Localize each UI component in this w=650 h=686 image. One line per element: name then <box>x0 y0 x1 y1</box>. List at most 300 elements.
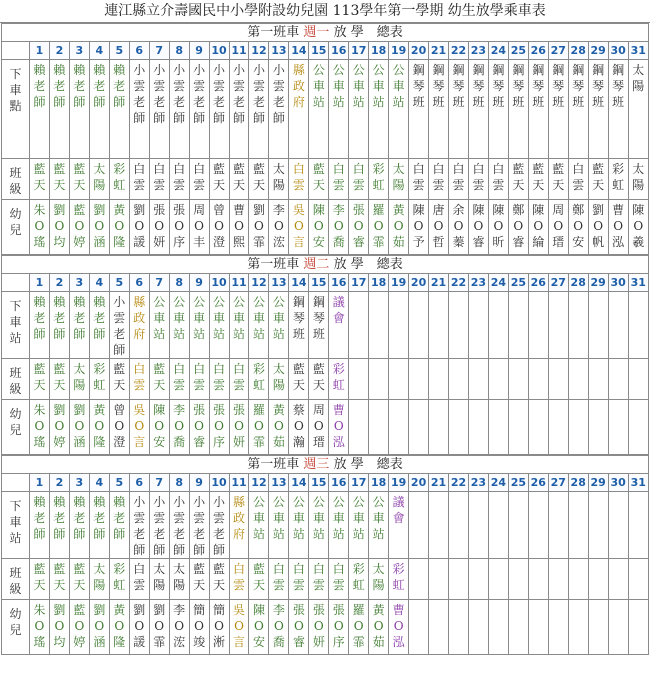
schedule-cell <box>588 200 608 255</box>
schedule-cell <box>588 159 608 200</box>
schedule-cell <box>389 200 409 255</box>
schedule-cell <box>409 159 429 200</box>
child-name: 曹O泓 <box>392 603 405 649</box>
schedule-cell <box>349 200 369 255</box>
schedule-table <box>1 255 649 455</box>
schedule-cell <box>269 600 289 655</box>
class-name: 藍天 <box>252 162 265 192</box>
class-name: 彩虹 <box>352 562 365 592</box>
schedule-cell <box>229 559 249 600</box>
drop-off-point: 小雲老師 <box>233 63 246 125</box>
section-header <box>2 256 649 274</box>
seat-number: 27 <box>548 474 568 492</box>
schedule-cell <box>189 159 209 200</box>
schedule-cell <box>468 200 488 255</box>
schedule-cell <box>249 60 269 159</box>
schedule-cell <box>409 292 429 359</box>
child-name: 吳O言 <box>133 403 146 449</box>
class-name: 彩虹 <box>612 162 625 192</box>
child-name: 周O丰 <box>193 203 206 249</box>
seat-number: 25 <box>508 42 528 60</box>
child-name: 李O浤 <box>173 603 186 649</box>
class-name: 太陽 <box>173 562 186 592</box>
seat-number: 2 <box>49 474 69 492</box>
child-name: 張O睿 <box>352 203 365 249</box>
seat-number: 4 <box>89 474 109 492</box>
class-name: 藍天 <box>53 562 66 592</box>
class-name: 藍天 <box>53 362 66 392</box>
schedule-cell <box>49 200 69 255</box>
schedule-cell <box>608 559 628 600</box>
schedule-cell <box>449 492 469 559</box>
schedule-cell <box>189 600 209 655</box>
child-name: 鄭O安 <box>572 203 585 249</box>
seat-number: 1 <box>30 42 50 60</box>
schedule-cell <box>389 292 409 359</box>
seat-number: 8 <box>169 42 189 60</box>
child-name: 簡O淅 <box>213 603 226 649</box>
class-name: 彩虹 <box>392 562 405 592</box>
schedule-cell <box>189 492 209 559</box>
seat-number: 9 <box>189 274 209 292</box>
seat-number: 14 <box>289 474 309 492</box>
child-name: 羅O霏 <box>352 603 365 649</box>
schedule-cell <box>409 400 429 455</box>
row-label-kid: 幼兒 <box>2 200 30 255</box>
section-day-label: 週一 <box>303 25 330 40</box>
schedule-cell <box>389 559 409 600</box>
schedule-cell <box>508 400 528 455</box>
schedule-cell <box>309 559 329 600</box>
schedule-cell <box>568 200 588 255</box>
schedule-cell <box>169 559 189 600</box>
drop-off-point: 鋼琴班 <box>432 63 445 109</box>
seat-number: 1 <box>30 474 50 492</box>
schedule-cell <box>369 200 389 255</box>
schedule-cell <box>309 60 329 159</box>
schedule-cell <box>568 559 588 600</box>
child-name: 藍O婷 <box>73 603 86 649</box>
schedule-cell <box>109 400 129 455</box>
seat-number: 3 <box>69 474 89 492</box>
seat-number: 30 <box>608 474 628 492</box>
schedule-cell <box>409 200 429 255</box>
class-name: 白雲 <box>173 162 186 192</box>
schedule-cell <box>69 559 89 600</box>
schedule-cell <box>628 60 648 159</box>
seat-number: 13 <box>269 274 289 292</box>
class-name: 藍天 <box>53 162 66 192</box>
seat-number: 25 <box>508 474 528 492</box>
drop-off-point: 賴老師 <box>93 295 106 341</box>
schedule-cell <box>389 159 409 200</box>
schedule-cell <box>169 200 189 255</box>
seat-number: 25 <box>508 274 528 292</box>
seat-number: 20 <box>409 274 429 292</box>
child-name: 陳O綸 <box>532 203 545 249</box>
schedule-cell <box>349 60 369 159</box>
schedule-cell <box>49 359 69 400</box>
schedule-cell <box>329 600 349 655</box>
seat-number: 11 <box>229 474 249 492</box>
schedule-cell <box>209 400 229 455</box>
drop-off-point: 賴老師 <box>53 63 66 109</box>
class-name: 太陽 <box>372 562 385 592</box>
drop-off-point: 公車站 <box>312 495 325 541</box>
schedule-cell <box>269 359 289 400</box>
schedule-cell <box>449 159 469 200</box>
child-name: 劉O涵 <box>93 603 106 649</box>
schedule-cell <box>30 359 50 400</box>
seat-number: 19 <box>389 274 409 292</box>
seat-number: 8 <box>169 274 189 292</box>
schedule-cell <box>548 400 568 455</box>
schedule-cell <box>269 492 289 559</box>
schedule-cell <box>468 60 488 159</box>
seat-number: 24 <box>488 42 508 60</box>
class-name: 藍天 <box>193 562 206 592</box>
schedule-cell <box>409 559 429 600</box>
child-name: 張O妍 <box>233 403 246 449</box>
schedule-cell <box>608 400 628 455</box>
schedule-cell <box>249 400 269 455</box>
schedule-cell <box>30 200 50 255</box>
schedule-cell <box>588 600 608 655</box>
schedule-cell <box>149 559 169 600</box>
schedule-cell <box>109 159 129 200</box>
class-name: 白雲 <box>472 162 485 192</box>
schedule-cell <box>548 60 568 159</box>
drop-off-point: 公車站 <box>312 63 325 109</box>
seat-number: 12 <box>249 274 269 292</box>
schedule-cell <box>488 559 508 600</box>
seat-number: 29 <box>588 274 608 292</box>
seat-number: 6 <box>129 274 149 292</box>
class-name: 藍天 <box>33 362 46 392</box>
seat-number: 15 <box>309 42 329 60</box>
class-name: 太陽 <box>272 162 285 192</box>
class-name: 藍天 <box>233 162 246 192</box>
schedule-cell <box>109 60 129 159</box>
schedule-cell <box>449 200 469 255</box>
drop-off-point: 公車站 <box>352 63 365 109</box>
class-name: 白雲 <box>233 362 246 392</box>
schedule-cell <box>369 159 389 200</box>
schedule-cell <box>249 559 269 600</box>
drop-off-point: 公車站 <box>252 295 265 341</box>
drop-off-point: 鋼琴班 <box>532 63 545 109</box>
seat-number: 23 <box>468 474 488 492</box>
schedule-cell <box>528 492 548 559</box>
drop-off-point: 賴老師 <box>33 295 46 341</box>
schedule-cell <box>30 159 50 200</box>
child-name: 曹O泓 <box>612 203 625 249</box>
seat-number: 16 <box>329 274 349 292</box>
schedule-cell <box>289 200 309 255</box>
seat-number: 17 <box>349 42 369 60</box>
class-name: 彩虹 <box>252 362 265 392</box>
class-name: 白雲 <box>432 162 445 192</box>
schedule-cell <box>49 600 69 655</box>
schedule-cell <box>488 60 508 159</box>
child-name: 吳O言 <box>292 203 305 249</box>
schedule-cell <box>488 400 508 455</box>
schedule-cell <box>149 200 169 255</box>
drop-off-point: 公車站 <box>233 295 246 341</box>
seat-number: 17 <box>349 474 369 492</box>
schedule-cell <box>169 400 189 455</box>
seat-number: 30 <box>608 42 628 60</box>
schedule-cell <box>329 159 349 200</box>
class-name: 藍天 <box>33 162 46 192</box>
drop-off-point: 小雲老師 <box>272 63 285 125</box>
class-name: 白雲 <box>133 362 146 392</box>
schedule-cell <box>568 600 588 655</box>
drop-off-point: 賴老師 <box>73 63 86 109</box>
drop-off-point: 小雲老師 <box>113 295 126 357</box>
seat-number: 14 <box>289 42 309 60</box>
child-name: 余O蓁 <box>452 203 465 249</box>
schedule-cell <box>209 559 229 600</box>
child-name: 劉O諼 <box>133 603 146 649</box>
schedule-cell <box>229 200 249 255</box>
schedule-cell <box>189 60 209 159</box>
child-name: 藍O婷 <box>73 203 86 249</box>
schedule-cell <box>289 359 309 400</box>
schedule-cell <box>269 159 289 200</box>
schedule-cell <box>309 492 329 559</box>
schedule-cell <box>369 400 389 455</box>
schedule-cell <box>389 400 409 455</box>
class-name: 太陽 <box>73 362 86 392</box>
drop-off-point: 鋼琴班 <box>592 63 605 109</box>
class-name: 彩虹 <box>113 162 126 192</box>
schedule-cell <box>409 359 429 400</box>
schedule-cell <box>508 559 528 600</box>
child-name: 張O睿 <box>193 403 206 449</box>
drop-off-point: 鋼琴班 <box>512 63 525 109</box>
schedule-cell <box>189 200 209 255</box>
schedule-cell <box>69 600 89 655</box>
schedule-cell <box>209 492 229 559</box>
child-name: 陳O予 <box>412 203 425 249</box>
schedule-cell <box>209 292 229 359</box>
class-name: 藍天 <box>552 162 565 192</box>
child-name: 曹O泓 <box>332 403 345 449</box>
class-name: 彩虹 <box>332 362 345 392</box>
schedule-cell <box>129 200 149 255</box>
child-name: 周O瑨 <box>552 203 565 249</box>
drop-off-point: 公車站 <box>173 295 186 341</box>
schedule-cell <box>189 359 209 400</box>
class-name: 藍天 <box>213 162 226 192</box>
seat-number: 7 <box>149 274 169 292</box>
schedule-cell <box>449 60 469 159</box>
schedule-cell <box>588 400 608 455</box>
drop-off-point: 議會 <box>392 495 405 525</box>
seat-number: 13 <box>269 42 289 60</box>
section-bus-label: 第一班車 <box>247 257 300 272</box>
schedule-cell <box>508 292 528 359</box>
seat-number: 4 <box>89 274 109 292</box>
seat-number: 2 <box>49 42 69 60</box>
schedule-cell <box>369 292 389 359</box>
schedule-cell <box>69 400 89 455</box>
class-name: 藍天 <box>113 362 126 392</box>
schedule-cell <box>588 292 608 359</box>
drop-off-point: 議會 <box>332 295 345 325</box>
schedule-cell <box>229 600 249 655</box>
drop-off-point: 公車站 <box>292 495 305 541</box>
schedule-cell <box>608 492 628 559</box>
seat-number: 6 <box>129 42 149 60</box>
schedule-cell <box>229 292 249 359</box>
schedule-cell <box>568 60 588 159</box>
schedule-cell <box>49 159 69 200</box>
schedule-cell <box>608 200 628 255</box>
schedule-cell <box>508 159 528 200</box>
schedule-cell <box>229 400 249 455</box>
schedule-cell <box>69 159 89 200</box>
schedule-cell <box>209 159 229 200</box>
schedule-cell <box>349 292 369 359</box>
schedule-cell <box>229 359 249 400</box>
schedule-cell <box>169 292 189 359</box>
drop-off-point: 小雲老師 <box>133 63 146 125</box>
seat-number: 11 <box>229 274 249 292</box>
child-name: 張O序 <box>173 203 186 249</box>
drop-off-point: 鋼琴班 <box>312 295 325 341</box>
child-name: 陳O安 <box>153 403 166 449</box>
seat-number: 5 <box>109 274 129 292</box>
schedule-cell <box>169 60 189 159</box>
child-name: 鄭O睿 <box>512 203 525 249</box>
schedule-cell <box>329 60 349 159</box>
schedule-cell <box>289 559 309 600</box>
schedule-cell <box>89 600 109 655</box>
schedule-cell <box>269 292 289 359</box>
seat-number: 19 <box>389 474 409 492</box>
schedule-cell <box>608 292 628 359</box>
schedule-cell <box>229 60 249 159</box>
schedule-cell <box>488 292 508 359</box>
schedule-cell <box>89 292 109 359</box>
schedule-cell <box>309 200 329 255</box>
seat-number: 20 <box>409 474 429 492</box>
corner-cell <box>2 42 30 60</box>
schedule-cell <box>329 492 349 559</box>
seat-number: 6 <box>129 474 149 492</box>
schedule-cell <box>249 359 269 400</box>
drop-off-point: 太陽 <box>632 63 645 93</box>
child-name: 陳O昕 <box>492 203 505 249</box>
schedule-cell <box>89 400 109 455</box>
schedule-cell <box>468 600 488 655</box>
drop-off-point: 賴老師 <box>113 495 126 541</box>
schedule-cell <box>528 159 548 200</box>
seat-number: 5 <box>109 42 129 60</box>
schedule-cell <box>528 600 548 655</box>
child-name: 劉O婷 <box>53 403 66 449</box>
drop-off-point: 公車站 <box>332 63 345 109</box>
schedule-cell <box>628 159 648 200</box>
row-label-class: 班級 <box>2 159 30 200</box>
schedule-cell <box>109 200 129 255</box>
seat-number: 3 <box>69 274 89 292</box>
schedule-cell <box>109 559 129 600</box>
schedule-cell <box>49 400 69 455</box>
schedule-cell <box>548 200 568 255</box>
seat-number: 13 <box>269 474 289 492</box>
schedule-cell <box>89 492 109 559</box>
section-summary-label: 放 學 總表 <box>333 257 403 272</box>
drop-off-point: 鋼琴班 <box>492 63 505 109</box>
schedule-cell <box>269 559 289 600</box>
drop-off-point: 鋼琴班 <box>612 63 625 109</box>
schedule-cell <box>568 159 588 200</box>
schedule-cell <box>249 600 269 655</box>
schedule-cell <box>169 159 189 200</box>
schedule-cell <box>289 159 309 200</box>
schedule-cell <box>309 359 329 400</box>
child-name: 李O喬 <box>332 203 345 249</box>
schedule-cell <box>349 492 369 559</box>
seat-number: 10 <box>209 274 229 292</box>
drop-off-point: 鋼琴班 <box>472 63 485 109</box>
schedule-cell <box>628 292 648 359</box>
schedule-cell <box>528 359 548 400</box>
schedule-cell <box>169 600 189 655</box>
schedule-cell <box>449 292 469 359</box>
drop-off-point: 小雲老師 <box>213 495 226 557</box>
schedule-cell <box>129 492 149 559</box>
class-name: 藍天 <box>592 162 605 192</box>
schedule-cell <box>369 600 389 655</box>
child-name: 李O喬 <box>272 603 285 649</box>
child-name: 黃O隆 <box>93 403 106 449</box>
schedule-cell <box>508 492 528 559</box>
schedule-cell <box>548 492 568 559</box>
schedule-cell <box>508 200 528 255</box>
row-label-stop: 下車點 <box>2 60 30 159</box>
seat-number: 23 <box>468 274 488 292</box>
schedule-cell <box>568 492 588 559</box>
seat-number: 4 <box>89 42 109 60</box>
section-header <box>2 456 649 474</box>
schedule-cell <box>389 359 409 400</box>
child-name: 劉O涵 <box>73 403 86 449</box>
schedule-cell <box>628 359 648 400</box>
class-name: 白雲 <box>492 162 505 192</box>
schedule-cell <box>269 200 289 255</box>
schedule-cell <box>588 559 608 600</box>
schedule-cell <box>429 200 449 255</box>
schedule-cell <box>209 359 229 400</box>
schedule-cell <box>429 60 449 159</box>
class-name: 白雲 <box>272 562 285 592</box>
schedule-cell <box>468 400 488 455</box>
child-name: 曹O熙 <box>233 203 246 249</box>
seat-number: 29 <box>588 42 608 60</box>
schedule-cell <box>30 60 50 159</box>
class-name: 太陽 <box>632 162 645 192</box>
drop-off-point: 鋼琴班 <box>452 63 465 109</box>
child-name: 陳O羲 <box>632 203 645 249</box>
drop-off-point: 賴老師 <box>93 63 106 109</box>
schedule-table <box>1 23 649 255</box>
class-name: 白雲 <box>312 562 325 592</box>
child-name: 唐O哲 <box>432 203 445 249</box>
